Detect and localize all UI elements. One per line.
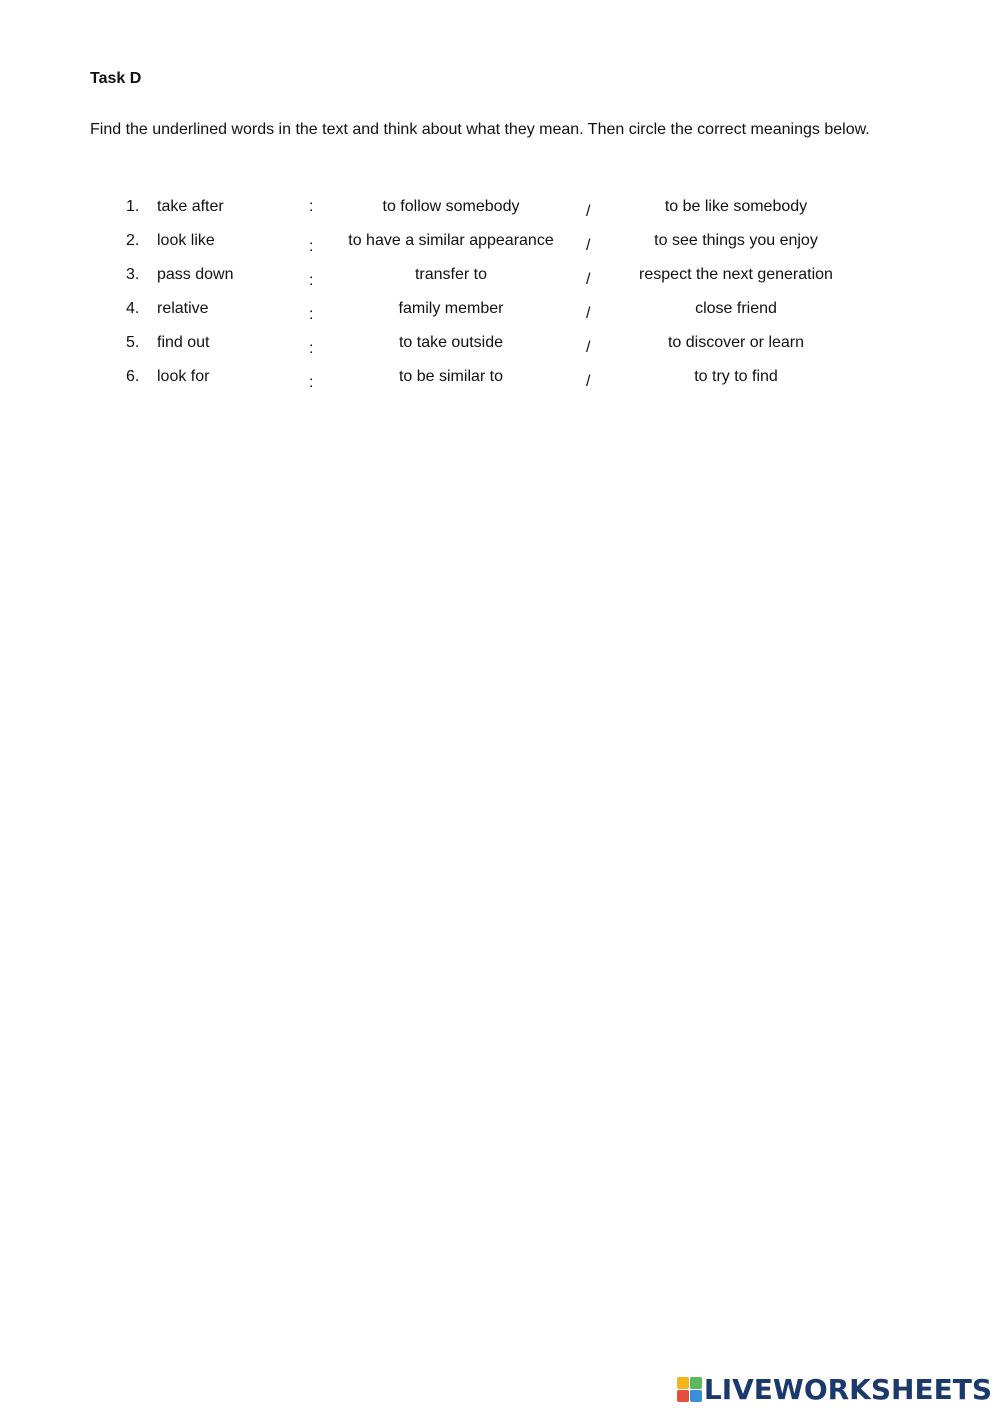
option-divider: / [586,203,591,220]
option-a[interactable]: to take outside [398,334,504,351]
item-separator: : [309,340,314,357]
exercise-row [0,198,1000,232]
option-b[interactable]: to discover or learn [667,334,805,351]
item-separator: : [309,238,314,255]
item-separator: : [309,306,314,323]
item-term: find out [157,334,210,351]
item-term: pass down [157,266,234,283]
exercise-row [0,300,1000,334]
option-b[interactable]: to be like somebody [664,198,808,215]
item-separator: : [309,272,314,289]
item-separator: : [309,374,314,391]
logo-tile [690,1390,702,1402]
exercise-row [0,368,1000,402]
item-term: relative [157,300,209,317]
exercise-row [0,232,1000,266]
exercise-row [0,266,1000,300]
option-a[interactable]: family member [398,300,504,317]
brand-name: LIVEWORKSHEETS [703,1373,992,1406]
item-number: 3. [126,266,140,283]
option-divider: / [586,339,591,356]
task-title: Task D [90,70,142,87]
option-a[interactable]: transfer to [414,266,488,283]
option-divider: / [586,237,591,254]
logo-tile [677,1377,689,1389]
item-term: look for [157,368,210,385]
item-term: look like [157,232,215,249]
item-number: 2. [126,232,140,249]
item-term: take after [157,198,224,215]
option-a[interactable]: to have a similar appearance [348,232,554,249]
option-divider: / [586,271,591,288]
logo-tile [677,1390,689,1402]
footer-brand [677,1373,992,1406]
option-a[interactable]: to be similar to [398,368,504,385]
task-instructions: Find the underlined words in the text and think about what they mean. Then circle the correct meanings below. [90,121,870,138]
option-b[interactable]: respect the next generation [639,266,833,283]
option-b[interactable]: to try to find [694,368,778,385]
item-number: 6. [126,368,140,385]
item-number: 1. [126,198,140,215]
option-a[interactable]: to follow somebody [382,198,520,215]
option-b[interactable]: close friend [695,300,777,317]
liveworksheets-logo-icon [677,1377,702,1402]
item-separator: : [309,198,314,215]
option-divider: / [586,305,591,322]
item-number: 4. [126,300,140,317]
logo-tile [690,1377,702,1389]
item-number: 5. [126,334,140,351]
exercise-row [0,334,1000,368]
option-divider: / [586,373,591,390]
option-b[interactable]: to see things you enjoy [654,232,818,249]
